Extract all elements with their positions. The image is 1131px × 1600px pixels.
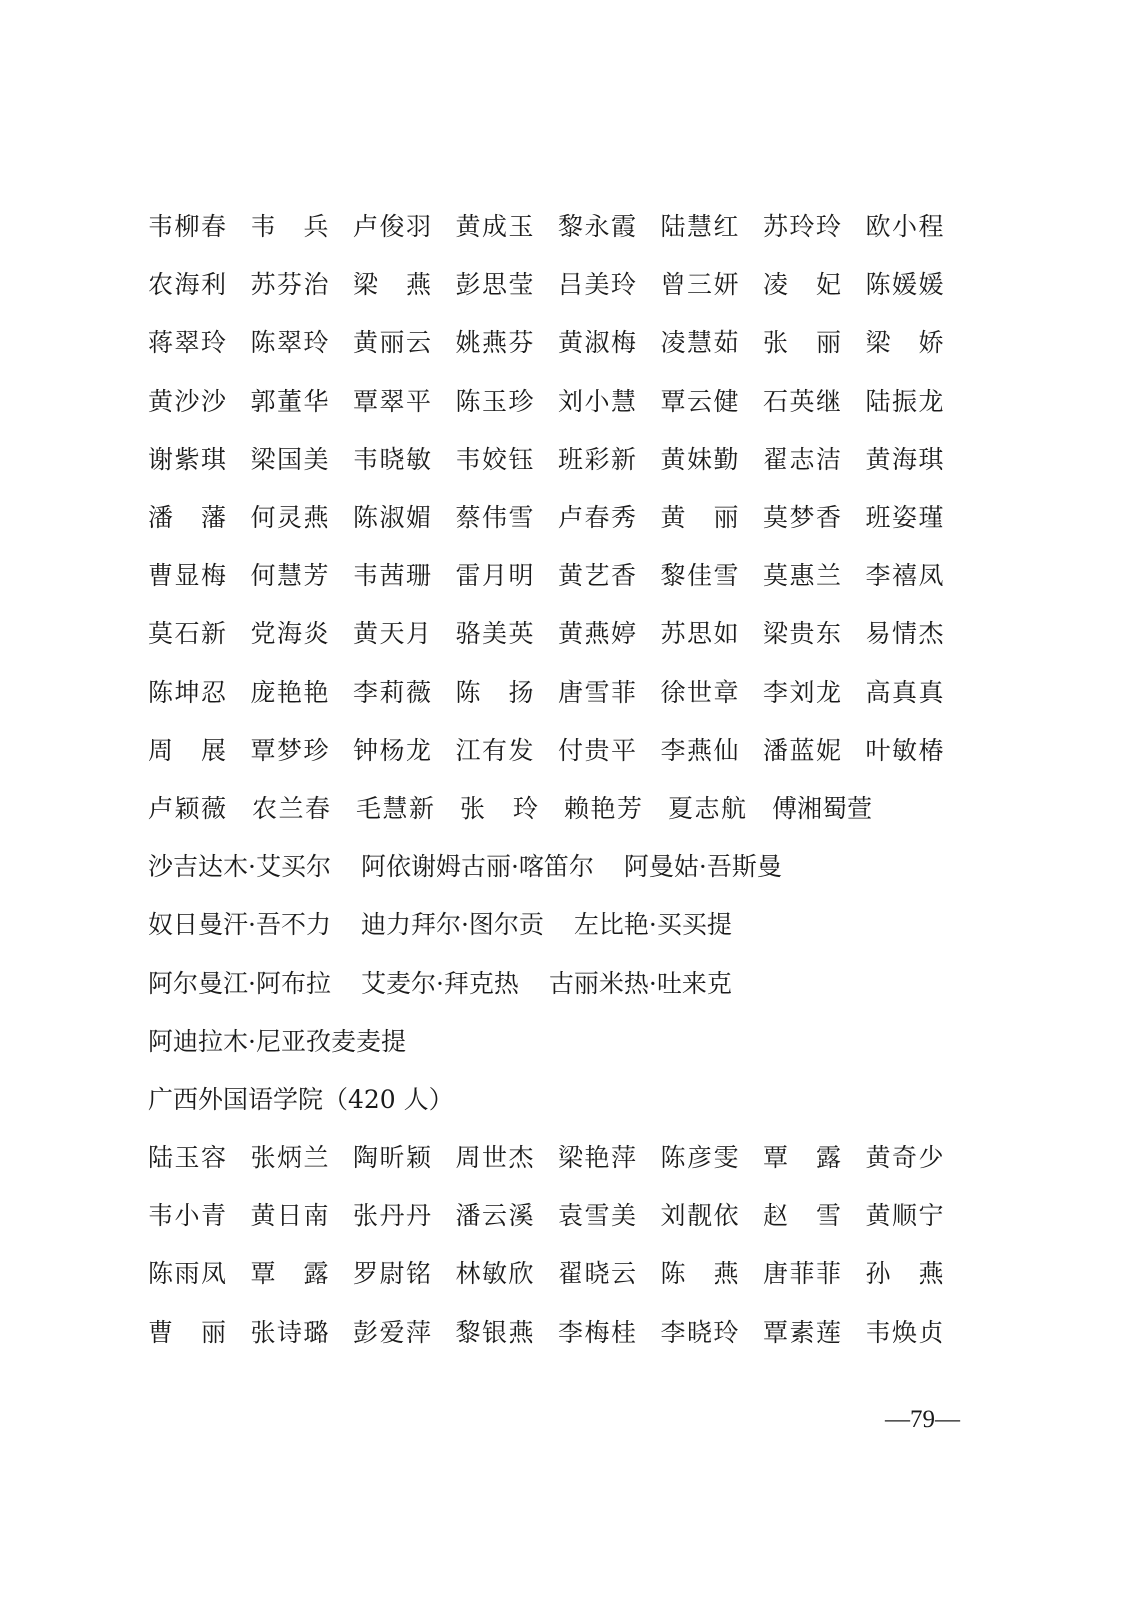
person-name: 庞艳艳	[250, 677, 329, 707]
person-name: 苏芬治	[250, 270, 329, 300]
name-row	[148, 720, 968, 778]
person-name: 毛慧新	[356, 793, 434, 823]
person-name: 叶敏椿	[865, 735, 944, 765]
person-name: 李刘龙	[763, 677, 841, 707]
person-name: 陈媛媛	[865, 270, 944, 300]
person-name: 周 展	[148, 735, 226, 765]
person-name: 钟杨龙	[353, 735, 431, 765]
person-name: 傅湘蜀萱	[772, 793, 873, 823]
person-name: 莫石新	[148, 619, 226, 649]
person-name: 林敏欣	[455, 1259, 534, 1289]
name-row	[148, 254, 968, 312]
person-name: 艾麦尔·拜克热	[360, 968, 519, 998]
person-name: 韦 兵	[250, 212, 329, 242]
person-name: 黄 丽	[660, 503, 739, 533]
person-name: 韦茜珊	[353, 561, 431, 591]
person-name: 陈翠玲	[250, 328, 329, 358]
name-row	[148, 1127, 968, 1185]
name-row	[148, 1243, 968, 1301]
name-row	[148, 196, 968, 254]
person-name: 苏玲玲	[763, 212, 841, 242]
person-name: 翟志洁	[763, 444, 841, 474]
person-name: 班彩新	[558, 444, 636, 474]
person-name: 陈淑媚	[353, 503, 431, 533]
person-name: 张 丽	[763, 328, 841, 358]
person-name: 陈坤忍	[148, 677, 226, 707]
person-name: 张炳兰	[250, 1143, 329, 1173]
person-name: 沙吉达木·艾买尔	[148, 852, 331, 882]
person-name: 韦晓敏	[353, 444, 431, 474]
person-name: 付贵平	[558, 735, 636, 765]
person-name: 陈 燕	[660, 1259, 739, 1289]
name-row	[148, 545, 968, 603]
person-name: 覃素莲	[763, 1317, 841, 1347]
person-name: 韦小青	[148, 1201, 226, 1231]
name-row	[148, 312, 968, 370]
name-list	[148, 196, 968, 1360]
person-name: 覃翠平	[353, 386, 431, 416]
name-row	[148, 894, 968, 952]
person-name: 陆振龙	[865, 386, 944, 416]
person-name: 周世杰	[455, 1143, 534, 1173]
person-name: 陆玉容	[148, 1143, 226, 1173]
name-grid-top	[148, 196, 968, 836]
person-name: 潘 藩	[148, 503, 226, 533]
person-name: 黄妹勤	[660, 444, 739, 474]
person-name: 农兰春	[252, 793, 330, 823]
person-name: 李晓玲	[660, 1317, 739, 1347]
person-name: 曾三妍	[660, 270, 739, 300]
name-row	[148, 429, 968, 487]
person-name: 袁雪美	[558, 1201, 636, 1231]
person-name: 李梅桂	[558, 1317, 636, 1347]
person-name: 曹显梅	[148, 561, 226, 591]
person-name: 彭爱萍	[353, 1317, 431, 1347]
person-name: 黄丽云	[353, 328, 431, 358]
person-name: 罗尉铭	[353, 1259, 431, 1289]
person-name: 梁贵东	[763, 619, 841, 649]
person-name: 韦姣钰	[455, 444, 534, 474]
person-name: 陆慧红	[660, 212, 739, 242]
person-name: 陈 扬	[455, 677, 534, 707]
person-name: 黄淑梅	[558, 328, 636, 358]
person-name: 翟晓云	[558, 1259, 636, 1289]
person-name: 覃 露	[763, 1143, 841, 1173]
person-name: 陈彦雯	[660, 1143, 739, 1173]
person-name: 莫惠兰	[763, 561, 841, 591]
person-name: 唐雪菲	[558, 677, 636, 707]
person-name: 梁 燕	[353, 270, 431, 300]
person-name: 黄天月	[353, 619, 431, 649]
person-name: 雷月明	[455, 561, 534, 591]
person-name: 覃云健	[660, 386, 739, 416]
person-name: 曹 丽	[148, 1317, 226, 1347]
name-row	[148, 952, 968, 1010]
person-name: 赖艳芳	[564, 793, 642, 823]
person-name: 黄海琪	[865, 444, 944, 474]
person-name: 凌 妃	[763, 270, 841, 300]
person-name: 黄燕婷	[558, 619, 636, 649]
person-name: 陈玉珍	[455, 386, 534, 416]
person-name: 迪力拜尔·图尔贡	[360, 910, 544, 940]
person-name: 高真真	[865, 677, 944, 707]
person-name: 吕美玲	[558, 270, 636, 300]
person-name: 李莉薇	[353, 677, 431, 707]
name-grid-bottom	[148, 1127, 968, 1360]
person-name: 欧小程	[865, 212, 944, 242]
person-name: 莫梦香	[763, 503, 841, 533]
person-name: 郭董华	[250, 386, 329, 416]
name-row	[148, 1185, 968, 1243]
person-name: 徐世章	[660, 677, 739, 707]
person-name: 刘靓依	[660, 1201, 739, 1231]
name-row	[148, 487, 968, 545]
name-row	[148, 1302, 968, 1360]
person-name: 潘蓝妮	[763, 735, 841, 765]
person-name: 彭思莹	[455, 270, 534, 300]
person-name: 覃 露	[250, 1259, 329, 1289]
person-name: 苏思如	[660, 619, 739, 649]
person-name: 孙 燕	[865, 1259, 944, 1289]
person-name: 张 玲	[460, 793, 538, 823]
person-name: 梁国美	[250, 444, 329, 474]
name-row	[148, 371, 968, 429]
person-name: 黄成玉	[455, 212, 534, 242]
name-row	[148, 836, 968, 894]
person-name: 农海利	[148, 270, 226, 300]
person-name: 黎永霞	[558, 212, 636, 242]
person-name: 陈雨凤	[148, 1259, 226, 1289]
person-name: 阿迪拉木·尼亚孜麦麦提	[148, 1026, 406, 1056]
person-name: 唐菲菲	[763, 1259, 841, 1289]
name-row	[148, 662, 968, 720]
person-name: 李燕仙	[660, 735, 739, 765]
person-name: 黄沙沙	[148, 386, 226, 416]
person-name: 韦柳春	[148, 212, 226, 242]
person-name: 夏志航	[668, 793, 746, 823]
long-name-list	[148, 836, 968, 1069]
person-name: 阿依谢姆古丽·喀笛尔	[360, 852, 594, 882]
person-name: 何慧芳	[250, 561, 329, 591]
name-row	[148, 778, 968, 836]
person-name: 易情杰	[865, 619, 944, 649]
person-name: 卢俊羽	[353, 212, 431, 242]
section-title: 广西外国语学院（420 人）	[148, 1084, 454, 1114]
person-name: 卢春秀	[558, 503, 636, 533]
person-name: 黄奇少	[865, 1143, 944, 1173]
person-name: 姚燕芬	[455, 328, 534, 358]
person-name: 张丹丹	[353, 1201, 431, 1231]
person-name: 赵 雪	[763, 1201, 841, 1231]
page-number: —79—	[885, 1406, 960, 1433]
person-name: 蒋翠玲	[148, 328, 226, 358]
person-name: 陶昕颖	[353, 1143, 431, 1173]
person-name: 阿尔曼江·阿布拉	[148, 968, 331, 998]
person-name: 韦焕贞	[865, 1317, 944, 1347]
person-name: 班姿瑾	[865, 503, 944, 533]
person-name: 黄顺宁	[865, 1201, 944, 1231]
person-name: 梁艳萍	[558, 1143, 636, 1173]
person-name: 卢颖薇	[148, 793, 226, 823]
person-name: 黎佳雪	[660, 561, 739, 591]
person-name: 张诗璐	[250, 1317, 329, 1347]
person-name: 骆美英	[455, 619, 534, 649]
person-name: 何灵燕	[250, 503, 329, 533]
person-name: 谢紫琪	[148, 444, 226, 474]
person-name: 刘小慧	[558, 386, 636, 416]
person-name: 潘云溪	[455, 1201, 534, 1231]
person-name: 凌慧茹	[660, 328, 739, 358]
person-name: 奴日曼汗·吾不力	[148, 910, 331, 940]
person-name: 黄艺香	[558, 561, 636, 591]
person-name: 覃梦珍	[250, 735, 329, 765]
person-name: 阿曼姑·吾斯曼	[623, 852, 782, 882]
person-name: 江有发	[455, 735, 534, 765]
person-name: 石英继	[763, 386, 841, 416]
person-name: 蔡伟雪	[455, 503, 534, 533]
person-name: 党海炎	[250, 619, 329, 649]
person-name: 黎银燕	[455, 1317, 534, 1347]
person-name: 黄日南	[250, 1201, 329, 1231]
person-name: 古丽米热·吐来克	[548, 968, 732, 998]
person-name: 左比艳·买买提	[573, 910, 732, 940]
name-row	[148, 1011, 968, 1069]
name-row	[148, 603, 968, 661]
person-name: 梁 娇	[865, 328, 944, 358]
person-name: 李禧凤	[865, 561, 944, 591]
